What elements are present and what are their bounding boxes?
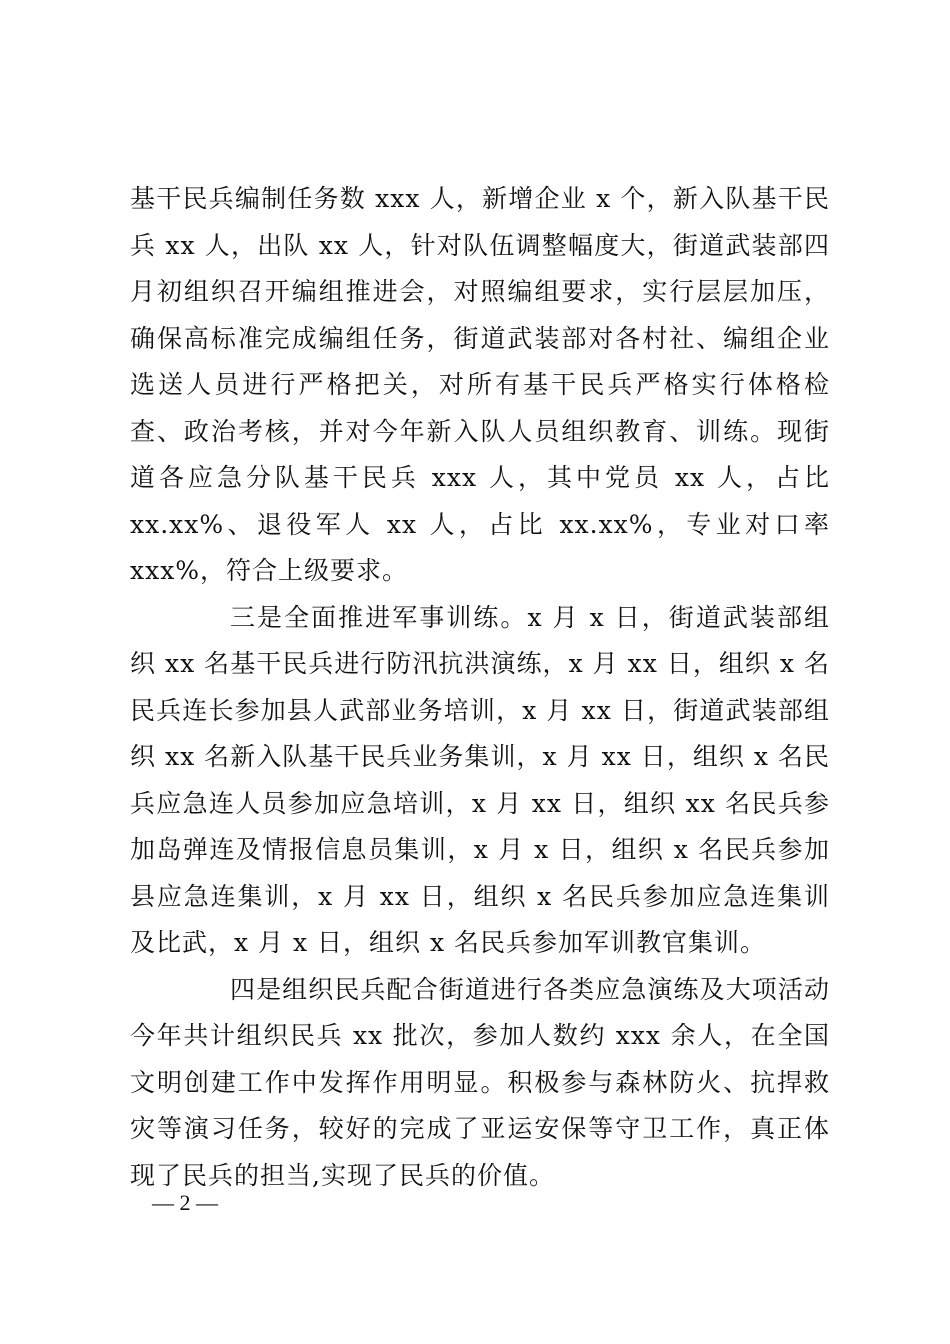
paragraph-continuation: 基干民兵编制任务数 xxx 人，新增企业 x 个，新入队基干民兵 xx 人，出队 xx 人，针对队伍调整幅度大，街道武装部四月初组织召开编组推进会，对照编组要求，实行层层加压，确保高标准完成编组任务，街道武装部对各村社、编组企业选送人员进行严格把关，对所有基干民兵严格实行体格检查、政治考核，并对今年新入队人员组织教育、训练。现街道各应急分队基干民兵 xxx 人，其中党员 xx 人，占比 xx.xx%、退役军人 xx 人，占比 xx.xx%，专业对口率 xxx%，符合上级要求。	[130, 184, 830, 585]
paragraph-military-training: 三是全面推进军事训练。x 月 x 日，街道武装部组织 xx 名基干民兵进行防汛抗洪演练，x 月 xx 日，组织 x 名民兵连长参加县人武部业务培训，x 月 xx 日，街道武装部组织 xx 名新入队基干民兵业务集训，x 月 xx 日，组织 x 名民兵应急连人员参加应急培训，x 月 xx 日，组织 xx 名民兵参加岛弹连及情报信息员集训，x 月 x 日，组织 x 名民兵参加县应急连集训，x 月 xx 日，组织 x 名民兵参加应急连集训及比武，x 月 x 日，组织 x 名民兵参加军训教官集训。	[130, 602, 830, 957]
document-body	[130, 176, 830, 1199]
paragraph-emergency-drills: 四是组织民兵配合街道进行各类应急演练及大项活动今年共计组织民兵 xx 批次，参加人数约 xxx 余人，在全国文明创建工作中发挥作用明显。积极参与森林防火、抗捍救灾等演习任务，较好的完成了亚运安保等守卫工作，真正体现了民兵的担当,实现了民兵的价值。	[130, 974, 830, 1190]
page-number: — 2 —	[152, 1190, 218, 1215]
